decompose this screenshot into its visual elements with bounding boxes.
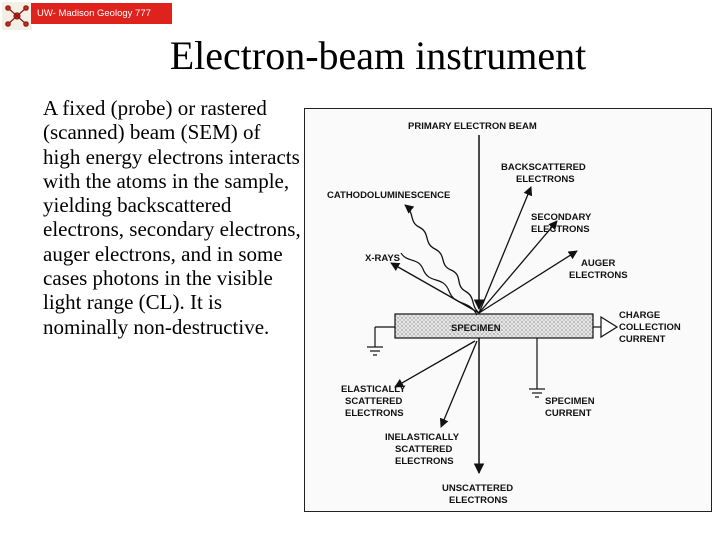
label-primary-beam: PRIMARY ELECTRON BEAM — [408, 121, 537, 132]
label-cathodoluminescence: CATHODOLUMINESCENCE — [327, 190, 451, 201]
backscattered-arrow — [479, 187, 531, 313]
label-specimen: SPECIMEN — [451, 323, 501, 334]
label-specimen-current: SPECIMEN CURRENT — [545, 396, 595, 419]
label-backscattered: BACKSCATTERED ELECTRONS — [501, 162, 586, 185]
label-inelastically: INELASTICALLY SCATTERED ELECTRONS — [385, 432, 459, 467]
elastically-arrow — [395, 341, 475, 387]
label-unscattered: UNSCATTERED ELECTRONS — [442, 483, 514, 506]
specimen-current-ground-icon — [529, 338, 545, 397]
slide-body-text: A fixed (probe) or rastered (scanned) beam (SEM) of high energy electrons interacts with the atoms in the sample, yielding backscattered electrons, secondary electrons, auger electrons, and in some cases photons in the visible light range (CL). It is nominally non-destructive. — [43, 96, 301, 339]
auger-arrow — [479, 251, 577, 313]
amplifier-icon — [593, 317, 617, 337]
cathodoluminescence-wave — [405, 205, 479, 313]
xrays-arrow — [391, 263, 479, 313]
slide-title: Electron-beam instrument — [169, 33, 587, 78]
label-secondary: SECONDARY ELECTRONS — [531, 212, 592, 235]
mineral-crystal-logo-icon — [2, 2, 32, 30]
course-banner: UW- Madison Geology 777 — [31, 3, 172, 24]
electron-beam-diagram — [304, 108, 712, 512]
label-charge-collection: CHARGE COLLECTION CURRENT — [619, 310, 681, 345]
label-xrays: X-RAYS — [365, 253, 401, 264]
left-ground-icon — [367, 327, 395, 355]
label-auger: AUGER ELECTRONS — [569, 258, 628, 281]
inelastically-arrow — [441, 341, 477, 427]
label-elastically: ELASTICALLY SCATTERED ELECTRONS — [341, 384, 406, 419]
